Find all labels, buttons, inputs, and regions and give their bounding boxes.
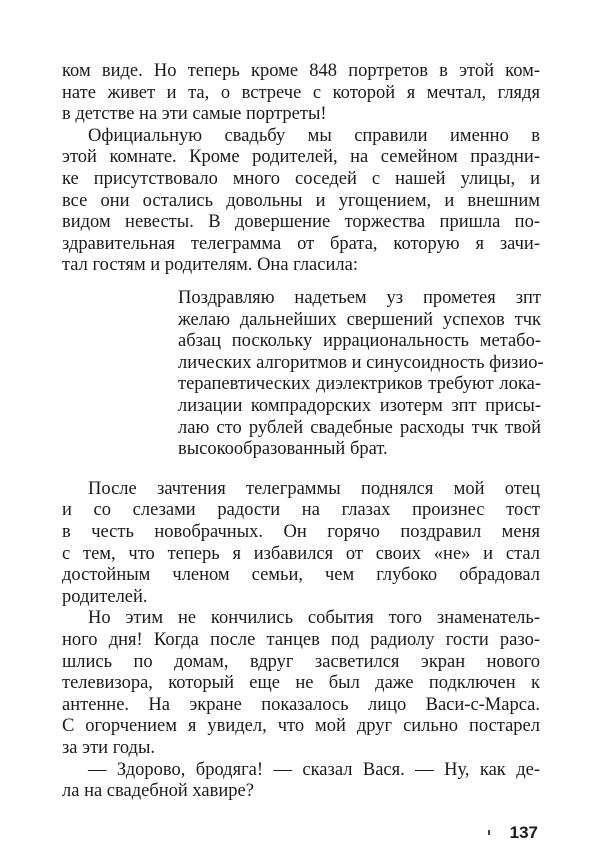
quote-line: лизации компрадорских изотерм зпт присы-	[178, 396, 541, 416]
text-line: телевизора, который еще не был даже подключен к	[62, 673, 540, 693]
text-line: ке присутствовало много соседей с нашей улицы, и	[62, 169, 540, 189]
quote-line: Поздравляю надетьем уз прометея зпт	[178, 288, 541, 308]
page-number: 137	[509, 823, 538, 842]
text-line: в честь новобрачных. Он горячо поздравил меня	[62, 522, 540, 542]
text-line: С огорчением я увидел, что мой друг сильно постарел	[62, 716, 540, 736]
text-line: за эти годы.	[62, 738, 156, 758]
text-line: После зачтения телеграммы поднялся мой отец	[88, 479, 540, 499]
text-line: — Здорово, бродяга! — сказал Вася. — Ну, как де-	[88, 760, 540, 780]
text-line: и со слезами радости на глазах произнес тост	[62, 500, 540, 520]
text-line: Официальную свадьбу мы справили именно в	[88, 126, 540, 146]
text-line: достойным членом семьи, чем глубоко обрадовал	[62, 565, 540, 585]
text-line: ла на свадебной хавире?	[62, 781, 254, 801]
quote-line: высокообразованный брат.	[178, 439, 388, 459]
text-line: тал гостям и родителям. Она гласила:	[62, 255, 358, 275]
text-line: с тем, что теперь я избавился от своих «не» и стал	[62, 544, 540, 564]
text-line: в детстве на эти самые портреты!	[62, 104, 327, 124]
text-line: все они остались довольны и угощением, и внешним	[62, 191, 540, 211]
text-line: родителей.	[62, 587, 148, 607]
text-line: ком виде. Но теперь кроме 848 портретов в этой ком-	[62, 61, 540, 81]
text-line: антенне. На экране показалось лицо Васи-с-Марса.	[62, 695, 540, 715]
text-line: шлись по домам, вдруг засветился экран нового	[62, 652, 540, 672]
quote-line: лаю сто рублей свадебные расходы тчк твой	[178, 418, 541, 438]
text-line: Но этим не кончились события того знаменатель-	[88, 608, 540, 628]
quote-line: лических алгоритмов и синусоидность физио-	[178, 353, 544, 373]
quote-line: терапевтических диэлектриков требуют лока-	[178, 374, 541, 394]
printer-mark	[488, 830, 490, 835]
quote-line: абзац поскольку иррациональность метабо-	[178, 331, 541, 351]
quote-line: желаю дальнейших свершений успехов тчк	[178, 310, 541, 330]
text-line: видом невесты. В довершение торжества пришла по-	[62, 212, 540, 232]
text-line: ного дня! Когда после танцев под радиолу гости разо-	[62, 630, 540, 650]
text-line: нате живет и та, о встрече с которой я мечтал, глядя	[62, 83, 540, 103]
text-line: здравительная телеграмма от брата, которую я зачи-	[62, 234, 540, 254]
text-line: этой комнате. Кроме родителей, на семейном праздни-	[62, 147, 540, 167]
